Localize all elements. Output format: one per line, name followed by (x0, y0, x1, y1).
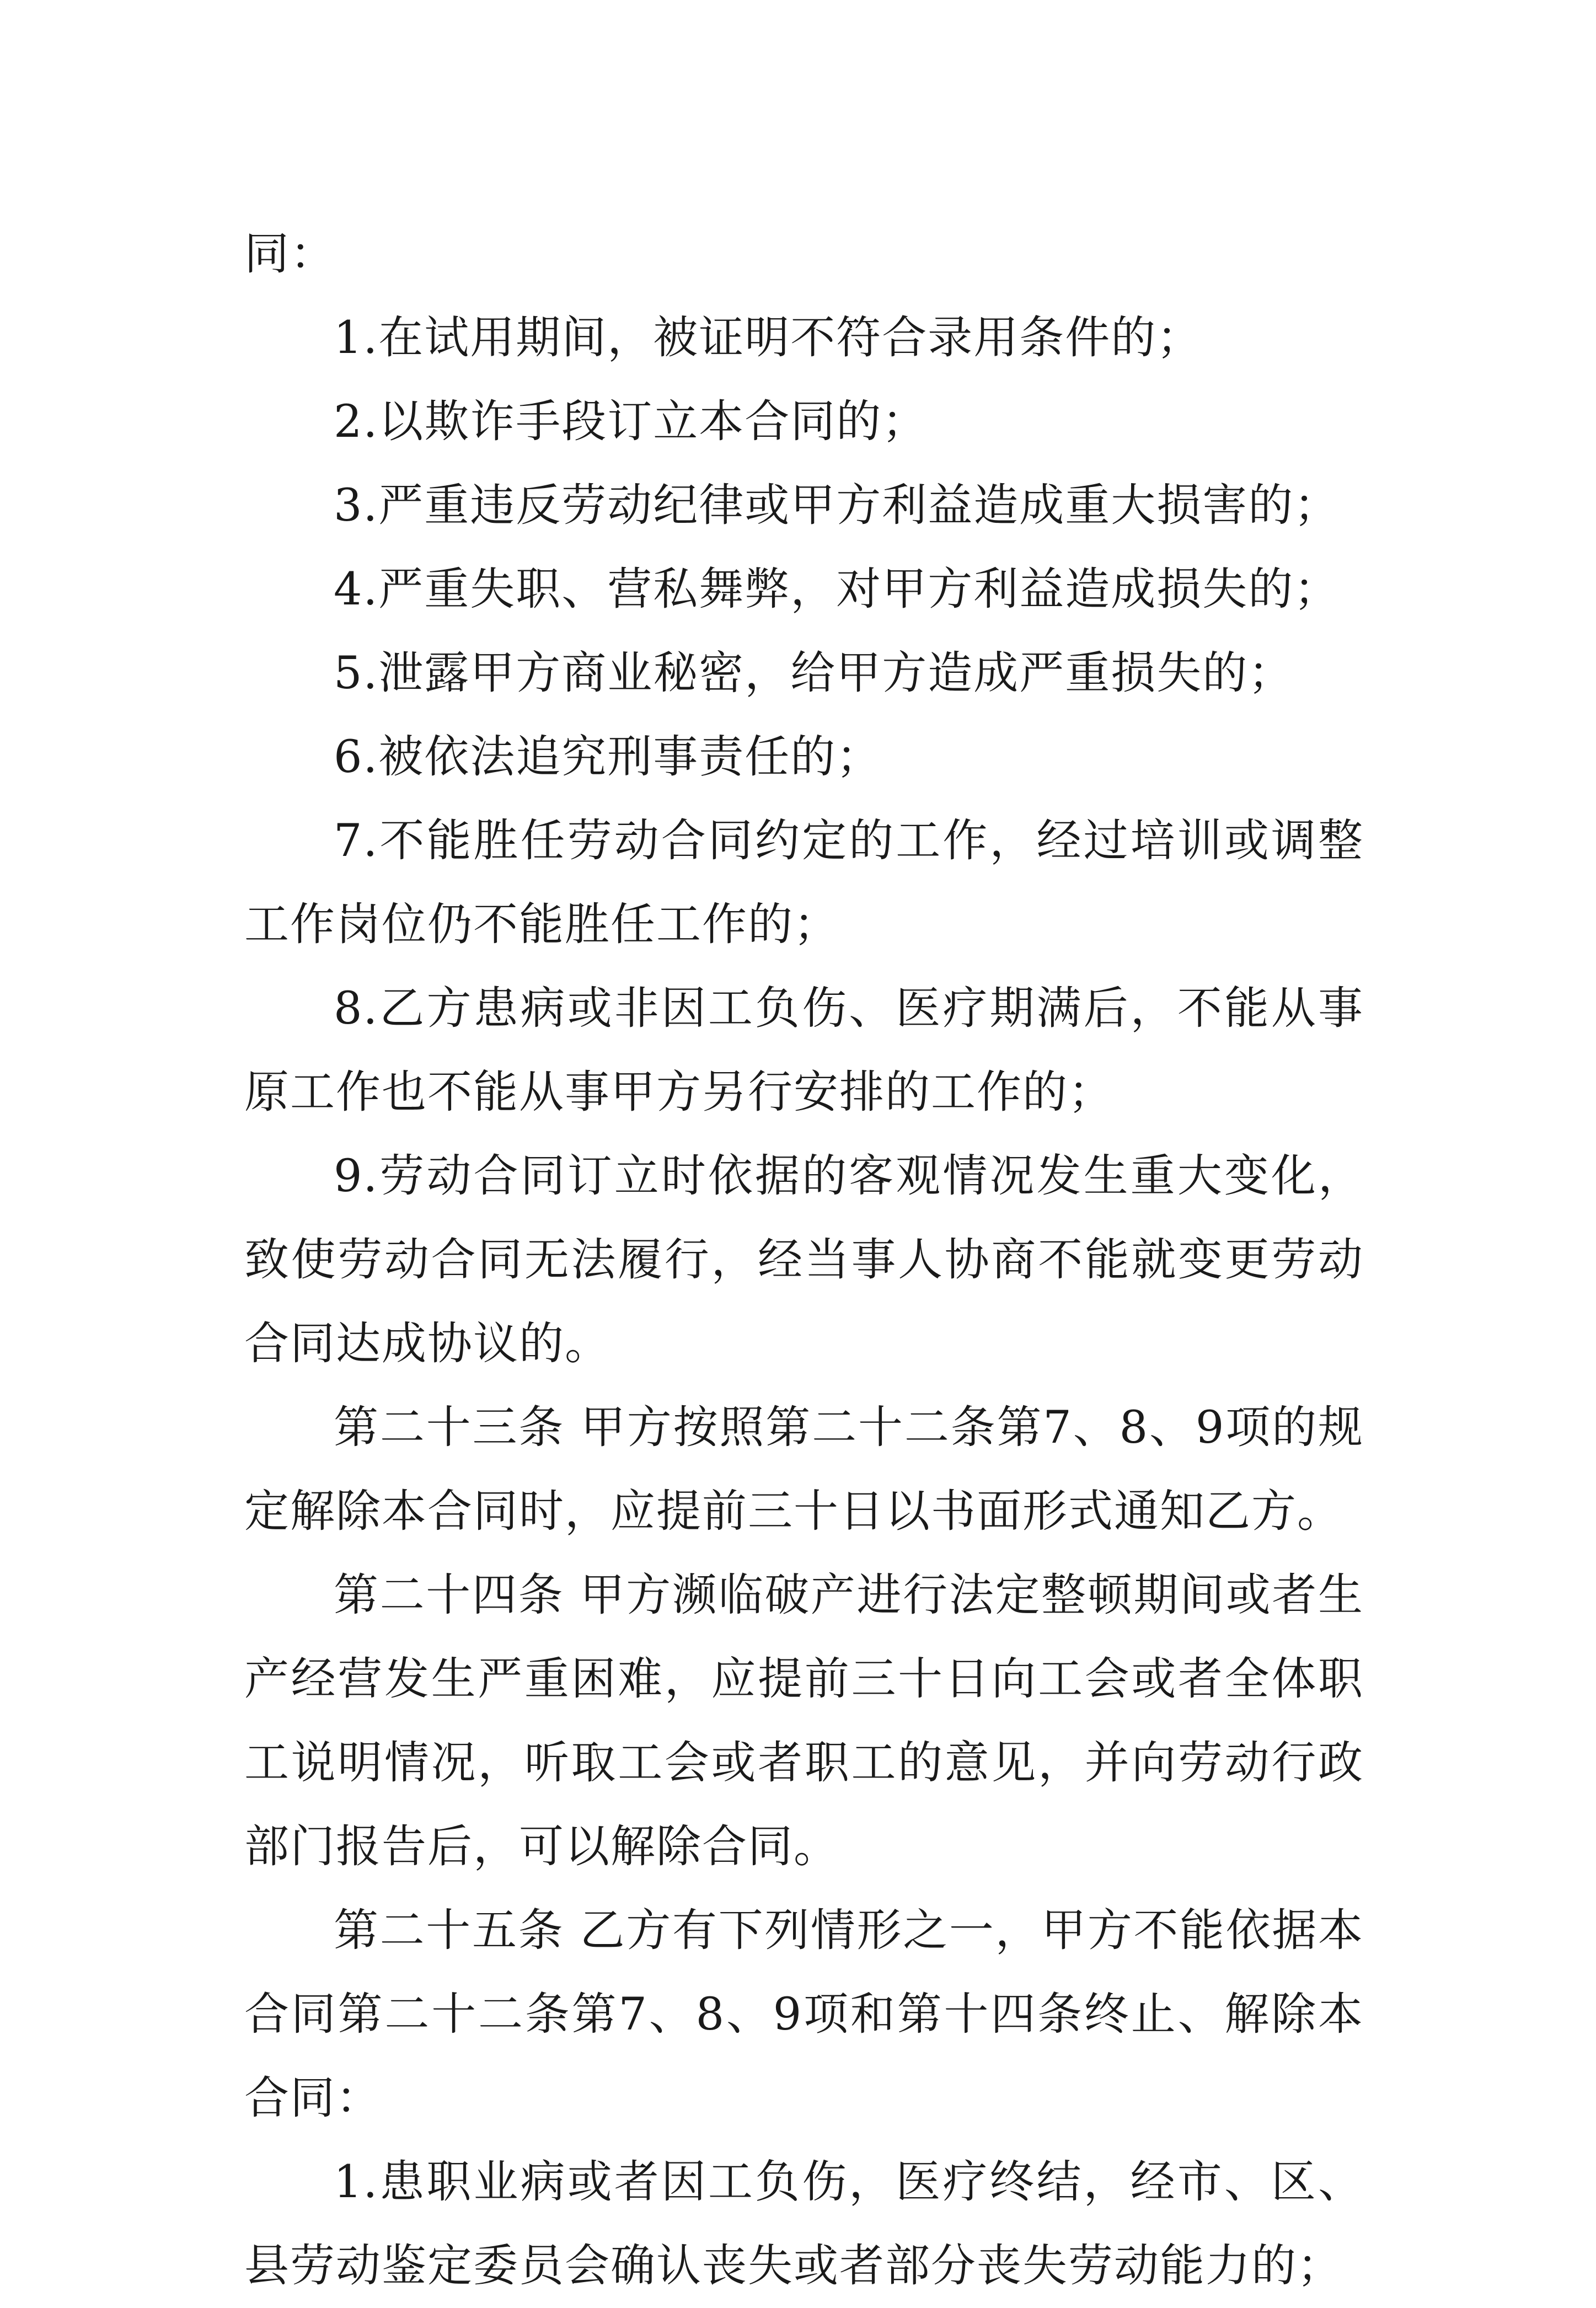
article-25-item-1: 1.患职业病或者因工负伤，医疗终结，经市、区、县劳动鉴定委员会确认丧失或者部分丧失劳动能力的； (244, 2156, 1364, 2292)
list-item-3: 3.严重违反劳动纪律或甲方利益造成重大损害的； (334, 480, 1340, 532)
list-item-7: 7.不能胜任劳动合同约定的工作，经过培训或调整工作岗位仍不能胜任工作的； (244, 815, 1364, 951)
list-item-4: 4.严重失职、营私舞弊，对甲方利益造成损失的； (334, 564, 1340, 615)
article-24: 第二十四条 甲方濒临破产进行法定整顿期间或者生产经营发生严重困难，应提前三十日向工会或者全体职工说明情况，听取工会或者职工的意见，并向劳动行政部门报告后，可以解除合同。 (244, 1570, 1364, 1873)
article-23: 第二十三条 甲方按照第二十二条第7、8、9项的规定解除本合同时，应提前三十日以书面形式通知乙方。 (244, 1402, 1364, 1538)
list-item-1: 1.在试用期间，被证明不符合录用条件的； (334, 312, 1203, 364)
document-page (244, 212, 1364, 2308)
list-item-9: 9.劳动合同订立时依据的客观情况发生重大变化，致使劳动合同无法履行，经当事人协商不能就变更劳动合同达成协议的。 (244, 1150, 1364, 1370)
list-item-2: 2.以欺诈手段订立本合同的； (334, 396, 928, 448)
list-item-6: 6.被依法追究刑事责任的； (334, 731, 882, 783)
paragraph-continuation: 同： (244, 228, 336, 280)
list-item-8: 8.乙方患病或非因工负伤、医疗期满后，不能从事原工作也不能从事甲方另行安排的工作的； (244, 983, 1364, 1118)
list-item-5: 5.泄露甲方商业秘密，给甲方造成严重损失的； (334, 647, 1294, 699)
article-25: 第二十五条 乙方有下列情形之一，甲方不能依据本合同第二十二条第7、8、9项和第十四条终止、解除本合同： (244, 1905, 1364, 2124)
